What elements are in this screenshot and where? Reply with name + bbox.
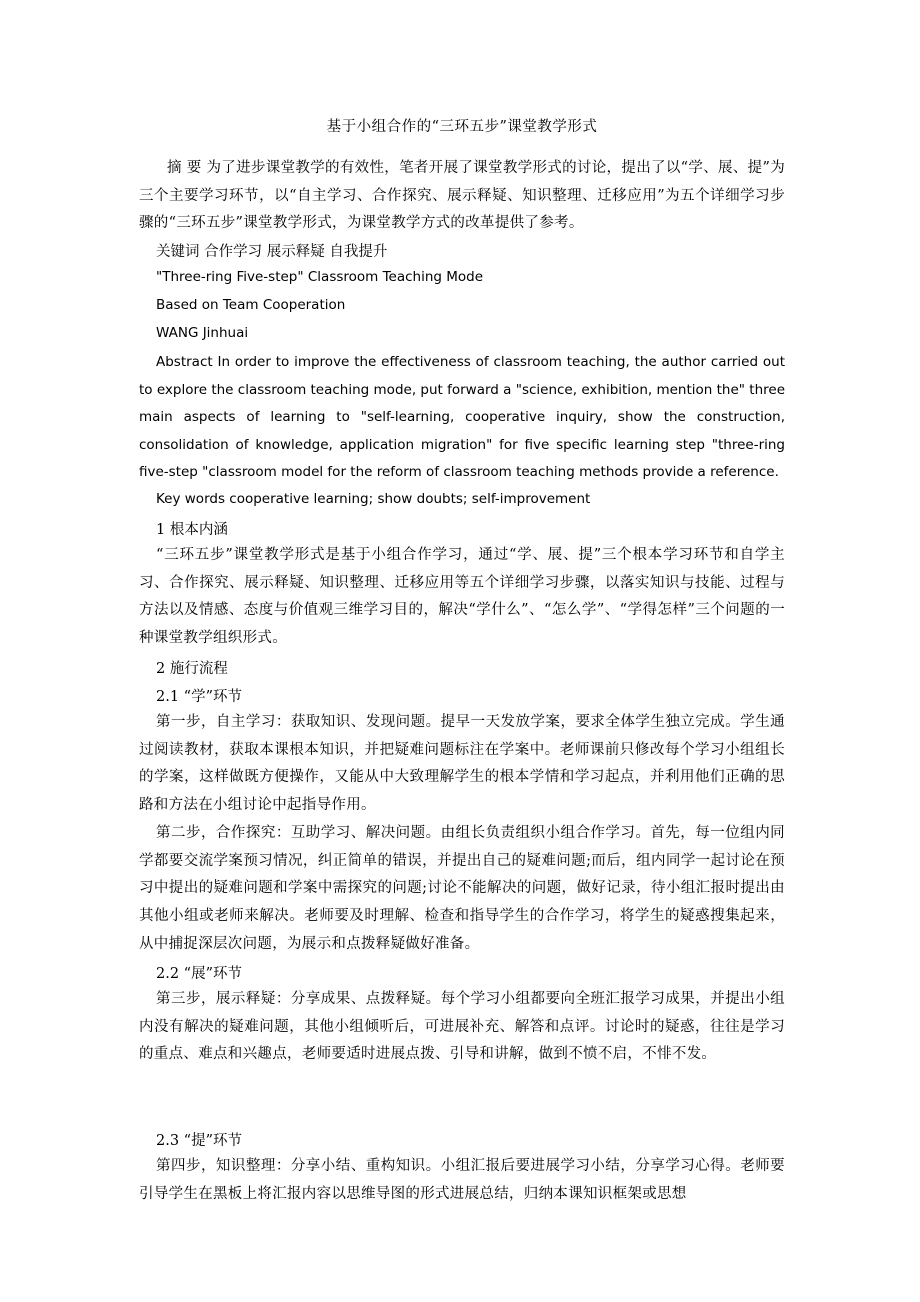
step-1-paragraph: 第一步，自主学习：获取知识、发现问题。提早一天发放学案，要求全体学生独立完成。学生通过阅读教材，获取本课根本知识，并把疑难问题标注在学案中。老师课前只修改每个学习小组组长的学案，这样做既方便操作，又能从中大致理解学生的根本学情和学习起点，并利用他们正确的思路和方法在小组讨论中起指导作用。: [139, 714, 785, 814]
author-en: WANG Jinhuai: [156, 325, 249, 341]
section-2-2-heading: 2.2 “展”环节: [156, 966, 242, 982]
document-title: 基于小组合作的“三环五步”课堂教学形式: [326, 119, 598, 135]
section-2-heading: 2 施行流程: [156, 661, 228, 677]
abstract-cn: 摘 要 为了进步课堂教学的有效性，笔者开展了课堂教学形式的讨论，提出了以“学、展、提”为三个主要学习环节，以“自主学习、合作探究、展示释疑、知识整理、迁移应用”为五个详细学习步骤的“三环五步”课堂教学形式，为课堂教学方式的改革提供了参考。: [139, 160, 785, 232]
abstract-en: Abstract In order to improve the effectiveness of classroom teaching, the author carried out to explore the classroom teaching mode, put forward a "science, exhibition, mention the" three main aspects of learning to "self-learning, cooperative inquiry, show the construction, consolidation of knowledge, application migration" for five specific learning step "three-ring five-step "classroom model for the reform of classroom teaching methods provide a reference.: [139, 354, 785, 481]
section-2-1-heading: 2.1 “学”环节: [156, 689, 242, 705]
keywords-cn: 关键词 合作学习 展示释疑 自我提升: [156, 244, 388, 260]
title-en-line-2: Based on Team Cooperation: [156, 297, 346, 313]
step-2-paragraph: 第二步，合作探究：互助学习、解决问题。由组长负责组织小组合作学习。首先，每一位组内同学都要交流学案预习情况，纠正简单的错误，并提出自己的疑难问题;而后，组内同学一起讨论在预习中提出的疑难问题和学案中需探究的问题;讨论不能解决的问题，做好记录，待小组汇报时提出由其他小组或老师来解决。老师要及时理解、检查和指导学生的合作学习，将学生的疑惑搜集起来，从中捕捉深层次问题，为展示和点拨释疑做好准备。: [139, 825, 785, 952]
title-en-line-1: "Three-ring Five-step" Classroom Teaching Mode: [156, 269, 484, 285]
step-4-paragraph: 第四步，知识整理：分享小结、重构知识。小组汇报后要进展学习小结，分享学习心得。老师要引导学生在黑板上将汇报内容以思维导图的形式进展总结，归纳本课知识框架或思想: [139, 1158, 785, 1202]
keywords-en: Key words cooperative learning; show doubts; self-improvement: [156, 491, 591, 507]
section-1-paragraph: “三环五步”课堂教学形式是基于小组合作学习，通过“学、展、提”三个根本学习环节和自学主习、合作探究、展示释疑、知识整理、迁移应用等五个详细学习步骤，以落实知识与技能、过程与方法以及情感、态度与价值观三维学习目的，解决“学什么”、“怎么学”、“学得怎样”三个问题的一种课堂教学组织形式。: [139, 547, 785, 647]
section-1-heading: 1 根本内涵: [156, 522, 228, 538]
step-3-paragraph: 第三步，展示释疑：分享成果、点拨释疑。每个学习小组都要向全班汇报学习成果，并提出小组内没有解决的疑难问题，其他小组倾听后，可进展补充、解答和点评。讨论时的疑惑，往往是学习的重点、难点和兴趣点，老师要适时进展点拨、引导和讲解，做到不愤不启，不悱不发。: [139, 991, 785, 1063]
section-2-3-heading: 2.3 “提”环节: [156, 1133, 242, 1149]
